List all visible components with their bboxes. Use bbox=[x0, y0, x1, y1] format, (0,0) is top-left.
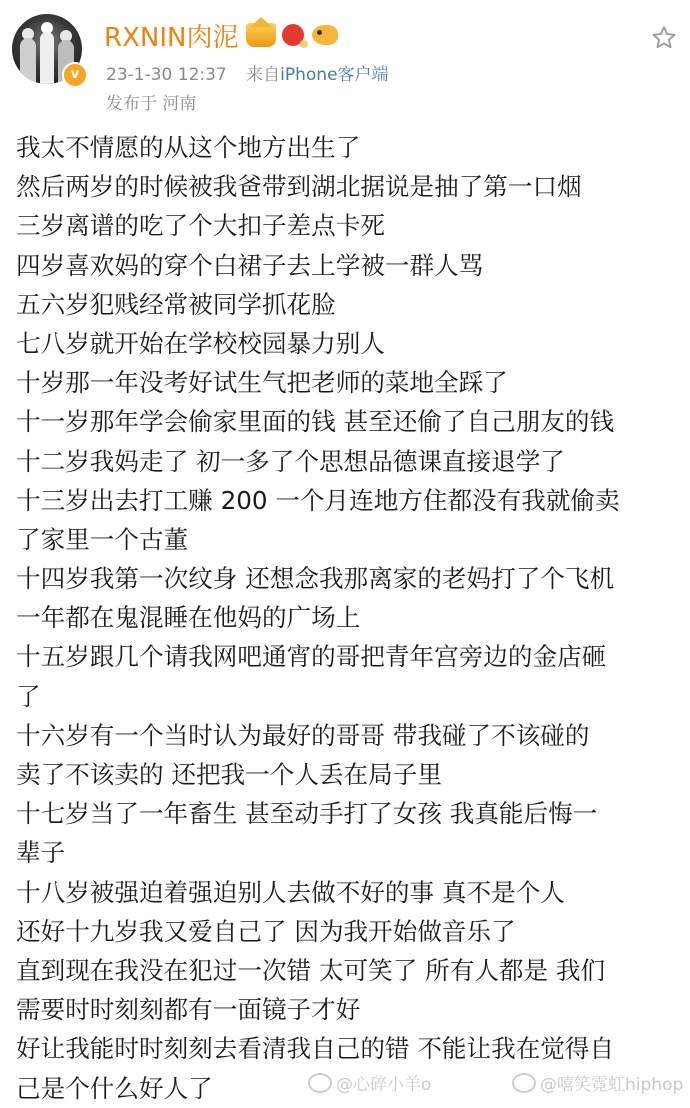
post-location: 发布于 河南 bbox=[106, 94, 197, 114]
username[interactable]: RXNIN肉泥 bbox=[104, 22, 239, 53]
star-outline-icon[interactable] bbox=[650, 24, 678, 52]
post-text-line: 十三岁出去打工赚 200 一个月连地方住都没有我就偷卖 bbox=[16, 485, 620, 515]
post-meta bbox=[106, 60, 389, 85]
post-text-line: 十五岁跟几个请我网吧通宵的哥把青年宫旁边的金店砸 bbox=[16, 642, 607, 672]
post-text-line: 七八岁就开始在学校校园暴力别人 bbox=[16, 328, 385, 358]
post-text-line: 十四岁我第一次纹身 还想念我那离家的老妈打了个飞机 bbox=[16, 564, 615, 594]
verified-badge-icon: v bbox=[62, 62, 88, 88]
post-text-line: 十二岁我妈走了 初一多了个思想品德课直接退学了 bbox=[16, 446, 565, 476]
post-text-line: 卖了不该卖的 还把我一个人丢在局子里 bbox=[16, 760, 442, 789]
fish-badge-icon[interactable] bbox=[312, 25, 338, 45]
post-text-line: 一年都在鬼混睡在他妈的广场上 bbox=[16, 603, 361, 633]
weibo-icon bbox=[308, 1073, 332, 1093]
post-text-line: 了 bbox=[16, 681, 41, 711]
post-text-line: 三岁离谱的吃了个大扣子差点卡死 bbox=[16, 211, 385, 241]
weibo-icon bbox=[512, 1073, 536, 1093]
post-text-line: 四岁喜欢妈的穿个白裙子去上学被一群人骂 bbox=[16, 250, 484, 280]
post-header bbox=[0, 0, 690, 120]
avatar-figure bbox=[20, 38, 36, 84]
post-text-line: 我太不情愿的从这个地方出生了 bbox=[16, 133, 361, 162]
watermark-right bbox=[512, 1070, 683, 1095]
post-source-link[interactable]: iPhone客户端 bbox=[280, 65, 389, 85]
post-text-line: 了家里一个古董 bbox=[16, 524, 189, 554]
username-row bbox=[104, 18, 338, 52]
post-text-line: 十岁那一年没考好试生气把老师的菜地全踩了 bbox=[16, 368, 508, 398]
pingpong-badge-icon[interactable] bbox=[282, 24, 304, 46]
post-text-line: 十六岁有一个当时认为最好的哥哥 带我碰了不该碰的 bbox=[16, 720, 590, 750]
post-text-line: 好让我能时时刻刻去看清我自己的错 不能让我在觉得自 bbox=[16, 1034, 615, 1064]
post-text-line: 五六岁犯贱经常被同学抓花脸 bbox=[16, 289, 336, 319]
watermark-left-text: @心碎小羊o bbox=[336, 1075, 432, 1095]
source-prefix: 来自 bbox=[246, 65, 281, 85]
post-body bbox=[16, 128, 686, 1108]
post-text-line: 还好十九岁我又爱自己了 因为我开始做音乐了 bbox=[16, 916, 516, 946]
post-timestamp: 23-1-30 12:37 bbox=[106, 65, 227, 85]
watermark-left bbox=[308, 1070, 431, 1095]
post-text-line: 十七岁当了一年畜生 甚至动手打了女孩 我真能后悔一 bbox=[16, 799, 598, 829]
post-text-line: 十一岁那年学会偷家里面的钱 甚至还偷了自己朋友的钱 bbox=[16, 407, 615, 437]
post-text-line: 十八岁被强迫着强迫别人去做不好的事 真不是个人 bbox=[16, 877, 565, 907]
post-text-line: 直到现在我没在犯过一次错 太可笑了 所有人都是 我们 bbox=[16, 955, 606, 985]
watermark-right-text: @嘻笑霓虹hiphop bbox=[540, 1075, 684, 1095]
post-text-line: 然后两岁的时候被我爸带到湖北据说是抽了第一口烟 bbox=[16, 172, 582, 202]
crown-badge-icon[interactable] bbox=[246, 23, 276, 47]
post-text-line: 需要时时刻刻都有一面镜子才好 bbox=[16, 995, 361, 1025]
post-text-line: 己是个什么好人了 bbox=[16, 1073, 213, 1103]
avatar-figure bbox=[40, 32, 54, 84]
post-text-line: 辈子 bbox=[16, 838, 66, 868]
